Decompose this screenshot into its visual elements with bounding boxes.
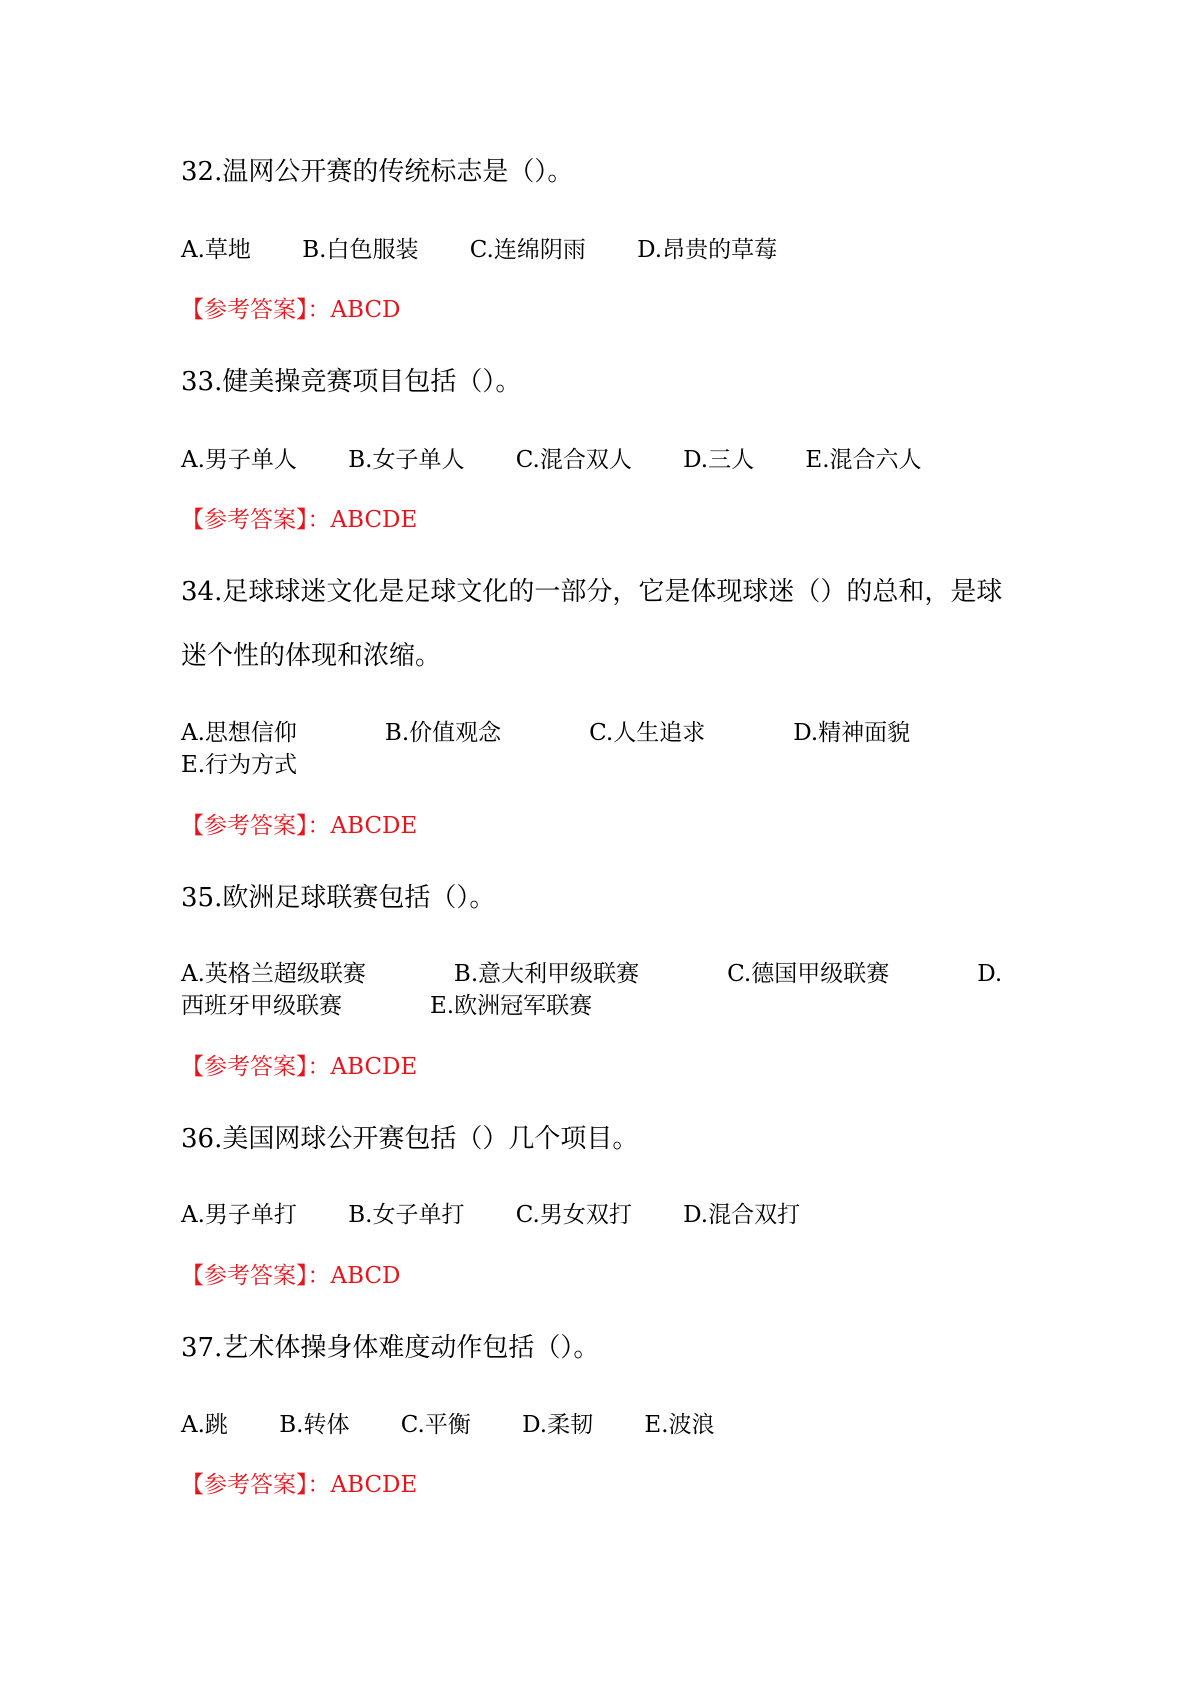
option-c: C.混合双人: [515, 447, 632, 473]
question-32-stem: 32.温网公开赛的传统标志是（）。: [181, 157, 574, 187]
option-d: D.精神面貌: [793, 720, 911, 746]
option-b: B.价值观念: [384, 720, 502, 746]
question-35-answer: [181, 1051, 417, 1083]
option-b: B.女子单人: [348, 447, 465, 473]
question-37-options: [181, 1409, 1021, 1441]
option-d: D.三人: [683, 447, 755, 473]
option-d: D.昂贵的草莓: [637, 237, 778, 263]
question-34-stem: 34.足球球迷文化是足球文化的一部分，它是体现球迷（）的总和，是球迷个性的体现和浓缩。: [181, 577, 1003, 671]
option-c: C.连绵阴雨: [469, 237, 586, 263]
question-36-options: [181, 1199, 1021, 1231]
option-e: E.行为方式: [181, 752, 298, 778]
answer-label: 【参考答案】：: [181, 507, 331, 533]
option-d: D.混合双打: [683, 1202, 801, 1228]
answer-label: 【参考答案】：: [181, 1263, 331, 1289]
question-36-answer: [181, 1260, 400, 1292]
question-33-stem: 33.健美操竞赛项目包括（）。: [181, 367, 522, 397]
option-b: B.转体: [279, 1412, 350, 1438]
option-a: A.英格兰超级联赛: [181, 961, 366, 987]
option-a: A.跳: [181, 1412, 228, 1438]
option-c: C.男女双打: [515, 1202, 632, 1228]
question-37-stem: 37.艺术体操身体难度动作包括（）。: [181, 1333, 600, 1363]
option-c: C.平衡: [400, 1412, 471, 1438]
answer-value: ABCDE: [330, 813, 418, 839]
answer-value: ABCDE: [330, 1472, 418, 1498]
question-33-answer: [181, 504, 417, 536]
question-33-options: [181, 444, 1021, 476]
question-34-answer: [181, 810, 417, 842]
option-a: A.草地: [181, 237, 251, 263]
option-e: E.欧洲冠军联赛: [430, 993, 593, 1019]
question-36-stem: 36.美国网球公开赛包括（）几个项目。: [181, 1124, 639, 1154]
answer-value: ABCD: [330, 1263, 401, 1289]
option-c: C.人生追求: [589, 720, 706, 746]
answer-value: ABCDE: [330, 507, 418, 533]
option-b: B.意大利甲级联赛: [453, 961, 640, 987]
question-35-stem: 35.欧洲足球联赛包括（）。: [181, 883, 496, 913]
option-a: A.男子单人: [181, 447, 297, 473]
option-d: D.柔韧: [522, 1412, 594, 1438]
option-a: A.思想信仰: [181, 720, 297, 746]
option-b: B.白色服装: [302, 237, 419, 263]
option-e: E.混合六人: [805, 447, 922, 473]
option-a: A.男子单打: [181, 1202, 297, 1228]
answer-label: 【参考答案】：: [181, 813, 331, 839]
answer-label: 【参考答案】：: [181, 1054, 331, 1080]
option-d: D.西班牙甲级联赛: [181, 961, 1003, 1019]
option-b: B.女子单打: [348, 1202, 465, 1228]
question-32-answer: [181, 294, 400, 326]
question-32-options: [181, 234, 1021, 266]
option-e: E.波浪: [644, 1412, 715, 1438]
answer-value: ABCD: [330, 297, 401, 323]
question-35-options: [181, 958, 1021, 1022]
question-34-options: [181, 717, 1021, 781]
answer-label: 【参考答案】：: [181, 297, 331, 323]
question-37-answer: [181, 1469, 417, 1501]
answer-label: 【参考答案】：: [181, 1472, 331, 1498]
option-c: C.德国甲级联赛: [727, 961, 890, 987]
answer-value: ABCDE: [330, 1054, 418, 1080]
